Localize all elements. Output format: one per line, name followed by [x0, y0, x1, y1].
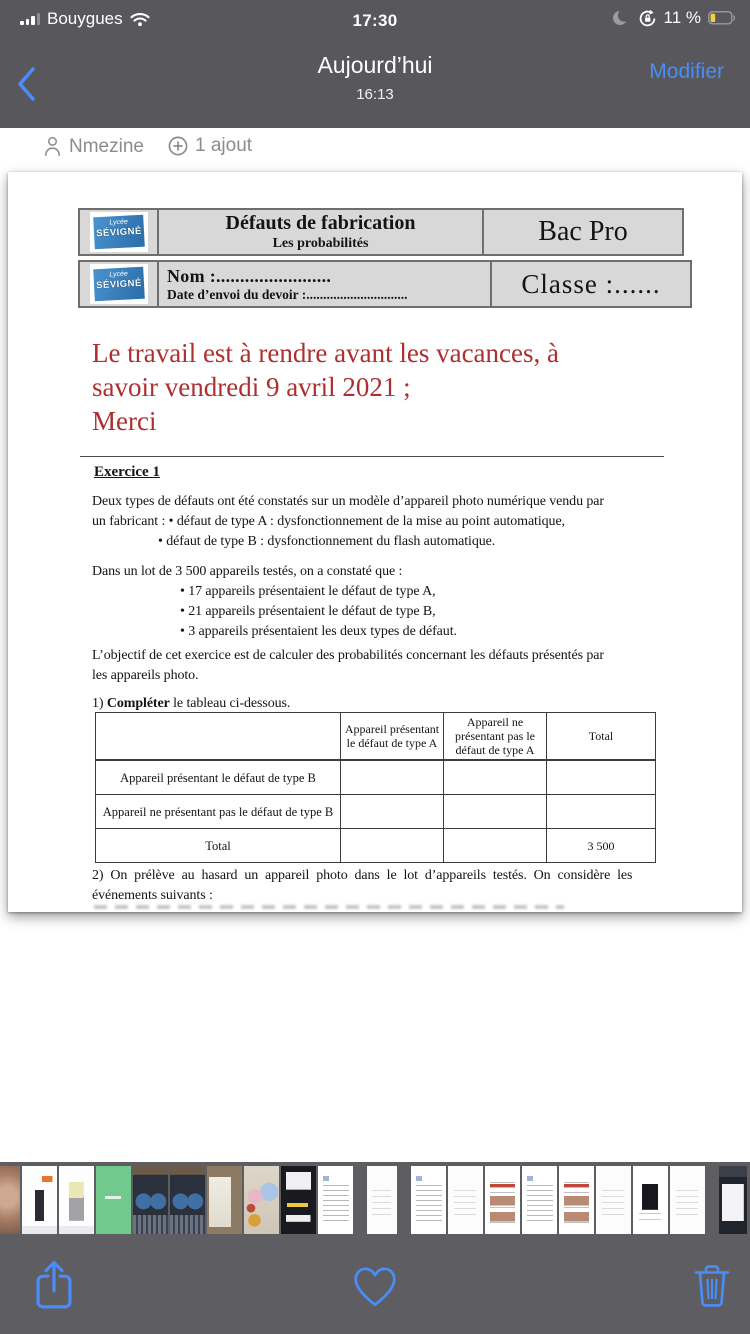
text-line: • 3 appareils présentaient les deux types de défaut. — [180, 624, 457, 639]
text-line: L’objectif de cet exercice est de calculer des probabilités concernant les défauts présentés par — [92, 648, 604, 663]
heart-icon — [350, 1263, 400, 1309]
probability-table — [95, 712, 656, 863]
text-line: les appareils photo. — [92, 668, 199, 683]
worksheet-title: Défauts de fabrication — [225, 212, 416, 234]
text-line: • 17 appareils présentaient le défaut de type A, — [180, 584, 436, 599]
logo-name-label: SÉVIGNÉ — [95, 277, 142, 292]
share-icon — [33, 1259, 75, 1313]
table-empty-cell — [341, 829, 444, 863]
question-1-rest: le tableau ci-dessous. — [169, 696, 291, 711]
table-col-header: Total — [547, 713, 656, 761]
table-empty-cell — [444, 795, 547, 829]
worksheet-level: Bac Pro — [483, 209, 683, 255]
table-row-label: Appareil ne présentant pas le défaut de type B — [96, 795, 341, 829]
text-line: Deux types de défauts ont été constatés sur un modèle d’appareil photo numérique vendu par — [92, 494, 604, 509]
table-col-header: Appareil présentant le défaut de type A — [341, 713, 444, 761]
thumbnail-filmstrip[interactable] — [0, 1166, 750, 1234]
name-field-line: Nom :........................ — [167, 265, 332, 286]
logo-top-label: Lycée — [108, 270, 128, 279]
school-logo-cell — [79, 209, 158, 255]
nav-bar — [0, 44, 750, 128]
school-logo-cell — [79, 261, 158, 307]
photo-thumbnail[interactable] — [448, 1166, 483, 1234]
worksheet-header-table — [78, 208, 684, 256]
school-logo — [93, 267, 145, 302]
question-1-number: 1) — [92, 696, 107, 711]
photo-thumbnail[interactable] — [367, 1166, 397, 1234]
table-col-header: Appareil ne présentant pas le défaut de type A — [444, 713, 547, 761]
photo-viewer-image[interactable] — [8, 172, 742, 912]
photo-thumbnail[interactable] — [96, 1166, 131, 1234]
orientation-lock-icon — [638, 9, 657, 28]
exercise-heading: Exercice 1 — [94, 464, 160, 480]
album-additions-label: 1 ajout — [195, 135, 253, 156]
table-empty-cell — [547, 795, 656, 829]
photo-thumbnail[interactable] — [170, 1166, 205, 1234]
photo-thumbnail[interactable] — [633, 1166, 668, 1234]
text-line: • 21 appareils présentaient le défaut de type B, — [180, 604, 436, 619]
photo-thumbnail[interactable] — [522, 1166, 557, 1234]
paragraph-lot-bullets — [180, 582, 457, 642]
table-corner-cell — [96, 713, 341, 761]
worksheet-name-table — [78, 260, 692, 308]
status-bar — [0, 0, 750, 44]
table-empty-cell — [341, 760, 444, 795]
share-button[interactable] — [26, 1256, 82, 1316]
class-field-line: Classe :...... — [491, 261, 691, 307]
date-field-line: Date d’envoi du devoir :.............................. — [167, 286, 408, 302]
table-empty-cell — [444, 829, 547, 863]
photo-thumbnail[interactable] — [207, 1166, 242, 1234]
album-owner-label: Nmezine — [69, 135, 144, 157]
photo-thumbnail[interactable] — [411, 1166, 446, 1234]
text-line: Le travail est à rendre avant les vacances, à — [92, 338, 559, 368]
album-additions[interactable] — [168, 135, 252, 157]
table-empty-cell — [341, 795, 444, 829]
filmstrip-gap — [707, 1166, 717, 1234]
top-bars — [0, 0, 750, 128]
delete-button[interactable] — [684, 1256, 740, 1316]
question-1-verb: Compléter — [106, 696, 170, 711]
photo-thumbnail[interactable] — [719, 1166, 747, 1234]
page-title: Aujourd’hui — [317, 52, 433, 78]
cropped-text-line — [94, 905, 564, 909]
photo-thumbnail[interactable] — [559, 1166, 594, 1234]
favorite-button[interactable] — [347, 1256, 403, 1316]
photo-thumbnail[interactable] — [596, 1166, 631, 1234]
photo-thumbnail[interactable] — [281, 1166, 316, 1234]
trash-icon — [692, 1261, 732, 1311]
photo-thumbnail[interactable] — [670, 1166, 705, 1234]
text-line: un fabricant : • défaut de type A : dysfonctionnement de la mise au point automatique, — [92, 514, 565, 529]
album-info-bar — [0, 128, 750, 170]
logo-name-label: SÉVIGNÉ — [95, 225, 142, 240]
text-line: Merci — [92, 406, 157, 436]
school-logo — [93, 215, 145, 250]
edit-button[interactable]: Modifier — [649, 60, 724, 83]
page-subtitle: 16:13 — [356, 86, 394, 103]
photo-thumbnail[interactable] — [318, 1166, 353, 1234]
paragraph-defect-type-b: • défaut de type B : dysfonctionnement du flash automatique. — [158, 534, 496, 549]
table-row-label: Total — [96, 829, 341, 863]
carrier-label: Bouygues — [47, 9, 123, 28]
do-not-disturb-moon-icon — [611, 8, 631, 28]
table-empty-cell — [547, 760, 656, 795]
table-total-value: 3 500 — [547, 829, 656, 863]
question-2 — [92, 866, 632, 906]
filmstrip-gap — [399, 1166, 409, 1234]
battery-percent: 11 % — [663, 8, 701, 27]
photo-thumbnail[interactable] — [485, 1166, 520, 1234]
horizontal-rule — [80, 456, 664, 457]
question-1 — [92, 694, 290, 714]
photo-thumbnail[interactable] — [0, 1166, 20, 1234]
photo-thumbnail[interactable] — [133, 1166, 168, 1234]
deadline-notice — [92, 336, 559, 438]
table-row-label: Appareil présentant le défaut de type B — [96, 760, 341, 795]
plus-circle-icon — [168, 136, 188, 156]
filmstrip-gap — [355, 1166, 365, 1234]
text-line: événements suivants : — [92, 888, 213, 903]
photo-thumbnail[interactable] — [244, 1166, 279, 1234]
table-empty-cell — [444, 760, 547, 795]
text-line: 2) On prélève au hasard un appareil photo dans le lot d’appareils testés. On considère les — [92, 868, 633, 883]
worksheet-subtitle: Les probabilités — [272, 236, 369, 251]
paragraph-defect-types — [92, 492, 604, 532]
text-line: savoir vendredi 9 avril 2021 ; — [92, 372, 411, 402]
paragraph-lot-intro: Dans un lot de 3 500 appareils testés, on a constaté que : — [92, 564, 403, 579]
status-time: 17:30 — [352, 11, 398, 30]
paragraph-objective — [92, 646, 604, 686]
battery-icon — [708, 11, 736, 25]
person-icon — [44, 135, 61, 158]
logo-top-label: Lycée — [108, 218, 128, 227]
photo-thumbnail[interactable] — [59, 1166, 94, 1234]
photo-thumbnail[interactable] — [22, 1166, 57, 1234]
bottom-panel — [0, 1162, 750, 1334]
album-owner[interactable] — [44, 135, 144, 158]
